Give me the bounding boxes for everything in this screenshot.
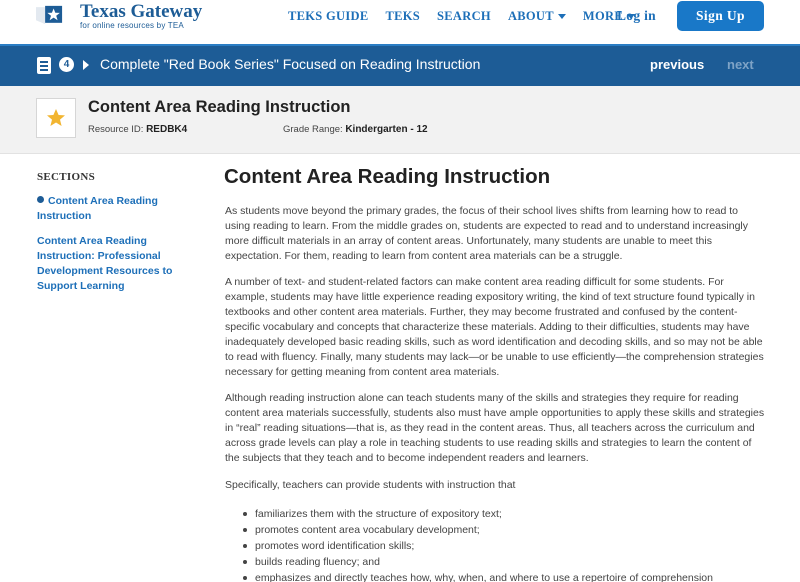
page-title: Content Area Reading Instruction <box>224 165 551 188</box>
chevron-right-icon[interactable] <box>83 60 89 70</box>
nav-label: ABOUT <box>507 9 554 23</box>
list-item: promotes content area vocabulary development; <box>241 522 761 538</box>
favorite-button[interactable] <box>36 98 76 138</box>
nav-about[interactable] <box>508 9 566 24</box>
grade-range-label: Grade Range: <box>283 124 343 135</box>
list-item: emphasizes and directly teaches how, why, when, and where to use a repertoire of comprehension <box>241 570 761 582</box>
previous-link[interactable]: previous <box>650 57 705 72</box>
chevron-down-icon <box>558 14 566 19</box>
nav-label: MORE <box>582 9 623 23</box>
resource-id-label: Resource ID: <box>88 124 144 135</box>
brand-subtitle: for online resources by TEA <box>80 21 184 30</box>
instruction-list <box>241 506 761 582</box>
sidebar-item-label: Content Area Reading Instruction: Professional Development Resources to Support Learning <box>37 235 173 292</box>
top-navigation <box>0 0 800 44</box>
resource-id <box>88 124 187 135</box>
resource-id-value: REDBK4 <box>146 124 188 135</box>
document-list-icon[interactable] <box>37 57 51 74</box>
paragraph-4: Specifically, teachers can provide students with instruction that <box>225 479 516 491</box>
paragraph-3: Although reading instruction alone can teach students many of the skills and strategies they require for reading content area materials successfully, students also must have ample opportunities to apply these skills and strategies in “real” reading situations—that is, as they read in the content areas. Thus, all teachers across the curriculum and across grade levels can play a role in teaching students to use reading skills and strategies to learn the content of the subjects that they teach and to become independent readers and learners. <box>225 392 765 464</box>
list-item: familiarizes them with the structure of expository text; <box>241 506 761 522</box>
login-link[interactable]: Log in <box>617 8 656 23</box>
nav-label: TEKS GUIDE <box>288 9 369 23</box>
next-link[interactable]: next <box>727 57 754 72</box>
sidebar-item-label: Content Area Reading Instruction <box>37 195 158 222</box>
nav-teks-guide[interactable] <box>288 9 368 24</box>
nav-label: TEKS <box>385 9 421 23</box>
sidebar-item-content-area-reading[interactable] <box>37 194 177 224</box>
sidebar-item-professional-development[interactable] <box>37 234 187 294</box>
brand-title: Texas Gateway <box>80 1 203 22</box>
star-icon <box>46 108 66 128</box>
sections-heading: SECTIONS <box>37 171 96 183</box>
grade-range <box>283 124 428 135</box>
main-nav <box>288 9 652 24</box>
list-item: promotes word identification skills; <box>241 538 761 554</box>
list-item: builds reading fluency; and <box>241 554 761 570</box>
nav-search[interactable] <box>437 9 491 24</box>
lesson-title[interactable]: Complete "Red Book Series" Focused on Reading Instruction <box>100 56 481 72</box>
lesson-count-badge: 4 <box>59 57 74 72</box>
grade-range-value: Kindergarten - 12 <box>345 124 428 135</box>
texas-flag-star-icon <box>36 0 66 30</box>
nav-teks[interactable] <box>385 9 420 24</box>
signup-button[interactable]: Sign Up <box>677 1 764 31</box>
resource-header <box>0 86 800 154</box>
lesson-bar <box>0 44 800 86</box>
resource-title: Content Area Reading Instruction <box>88 98 351 116</box>
active-section-dot-icon <box>37 196 44 203</box>
paragraph-1: As students move beyond the primary grades, the focus of their school lives shifts from learning how to read to using reading to learn. From the middle grades on, students are expected to read and to understand increasingly more difficult materials in an array of content areas. Unfortunately, many students are unable to meet this expectation. For them, reading to learn from content area materials can be a struggle. <box>225 205 748 262</box>
paragraph-2: A number of text- and student-related factors can make content area reading difficult for some students. For example, students may have little experience reading expository writing, the kind of text structure found typically in textbooks and other content area materials. Further, they may become frustrated and confused by the content-specific vocabulary and concepts that characterize these materials. Adding to their difficulties, students may have inadequately developed basic reading skills, such as word identification and decoding skills, and so may not be able to read with fluency. Finally, many students may lack—or be unable to use efficiently—the comprehension strategies necessary for getting meaning from content area materials. <box>225 276 764 378</box>
nav-label: SEARCH <box>437 9 491 23</box>
